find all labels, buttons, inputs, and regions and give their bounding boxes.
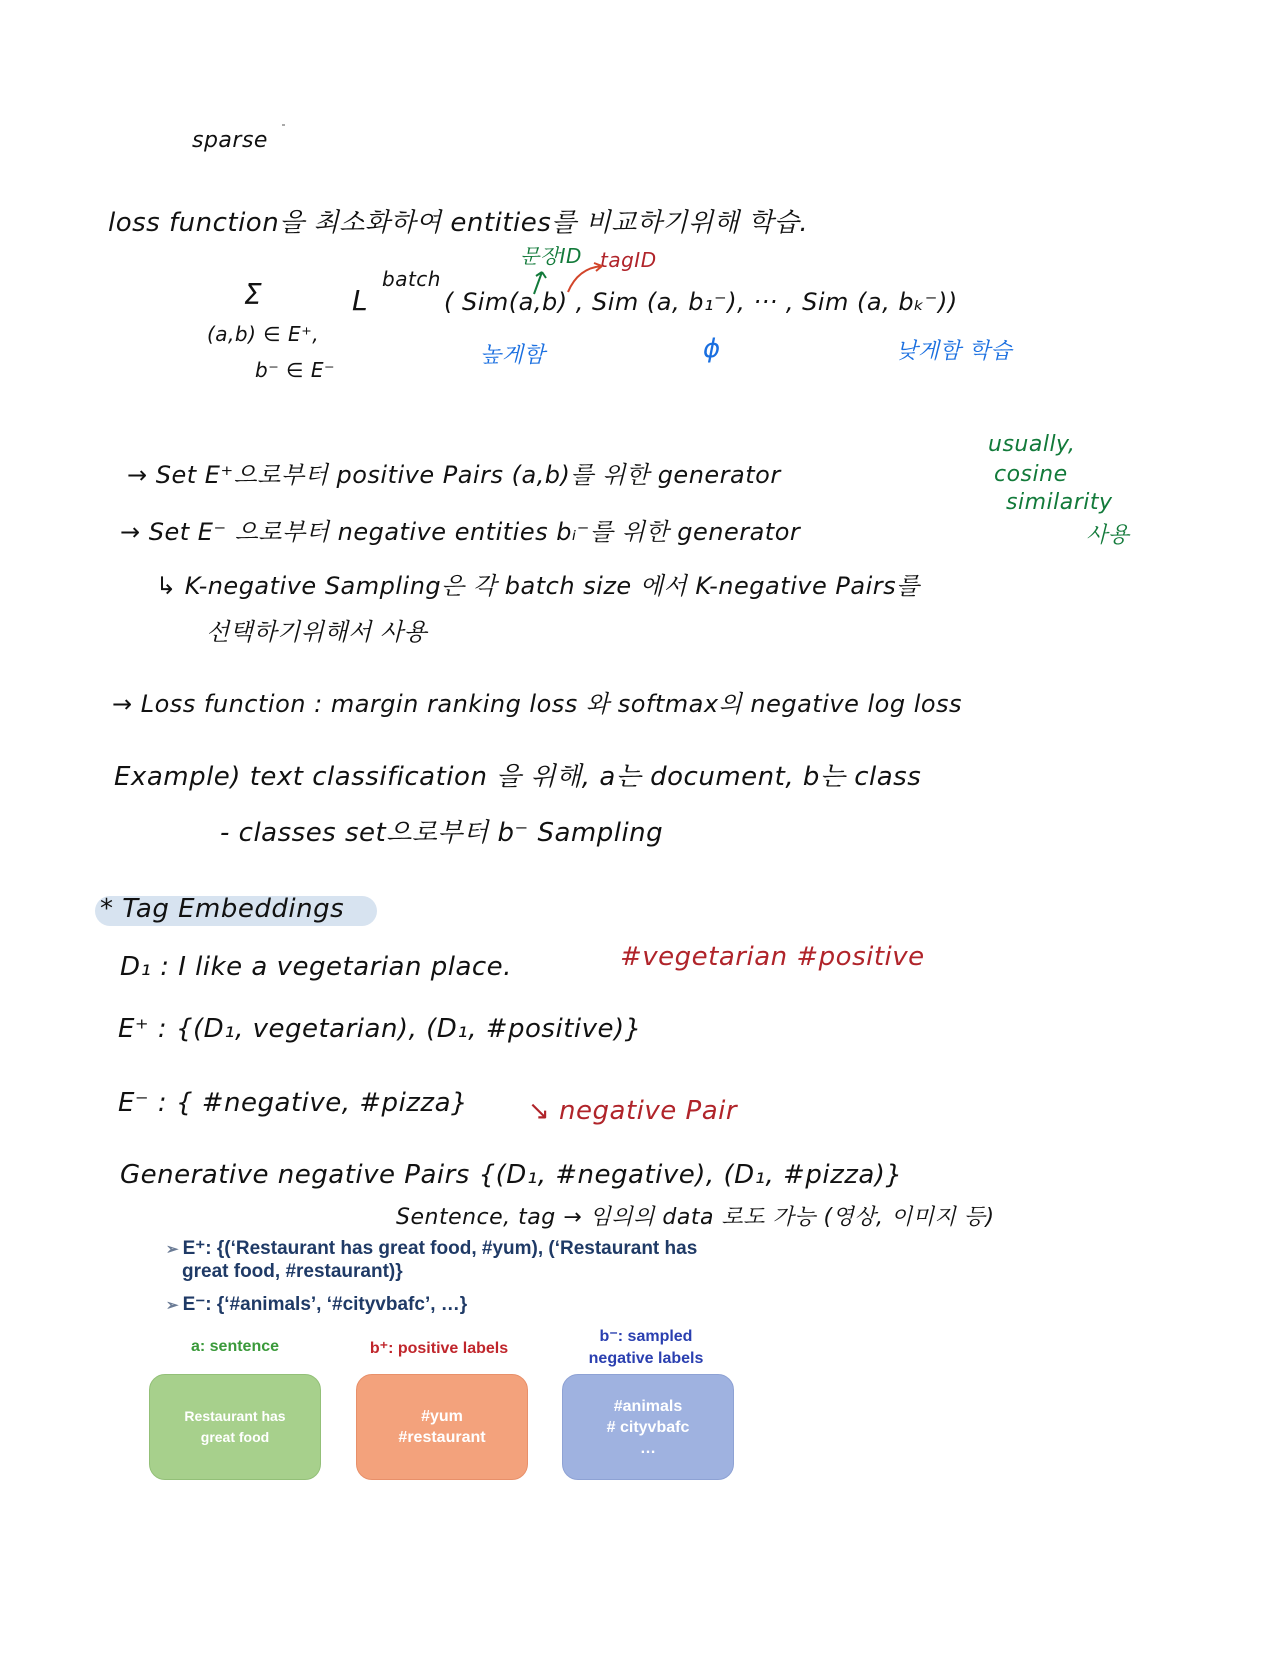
note-loss-function: → Loss function : margin ranking loss 와 softmax의 negative log loss xyxy=(112,690,963,718)
sum-symbol: Σ xyxy=(244,278,263,311)
tag-embeddings-heading: * Tag Embeddings xyxy=(100,894,345,924)
box-sentence-line-2: great food xyxy=(200,1429,270,1445)
box-positive-line-2: #restaurant xyxy=(398,1429,486,1446)
note-example-2: - classes set으로부터 b⁻ Sampling xyxy=(220,818,664,848)
side-note-cosine: cosine xyxy=(994,462,1068,487)
annotation-low: 낮게함 학습 xyxy=(896,339,1013,364)
loss-batch-superscript: batch xyxy=(382,267,441,291)
note-e-plus: E⁺ : {(D₁, vegetarian), (D₁, #positive)} xyxy=(118,1014,642,1044)
note-sentence-tag: Sentence, tag → 임의의 data 로도 가능 (영상, 이미지 등) xyxy=(396,1205,995,1230)
note-example-1: Example) text classification 을 위해, a는 document, b는 class xyxy=(114,762,922,792)
slide-e-plus-line-1 xyxy=(166,1237,697,1260)
bullet-arrow-icon: ➢ xyxy=(166,1297,179,1314)
box-positive-labels xyxy=(356,1374,528,1480)
sum-subscript-2: b⁻ ∈ E⁻ xyxy=(255,358,336,382)
annotation-phi: ϕ xyxy=(703,334,721,364)
loss-L: L xyxy=(352,284,369,317)
box-sentence-line-1: Restaurant has xyxy=(184,1408,286,1424)
note-generator-positive: → Set E⁺으로부터 positive Pairs (a,b)를 위한 generator xyxy=(127,461,781,489)
note-k-negative-2: 선택하기위해서 사용 xyxy=(206,618,428,646)
slide-e-minus xyxy=(166,1293,467,1316)
label-b-minus xyxy=(556,1326,736,1370)
box-negative-line-3: … xyxy=(640,1439,656,1457)
side-note-similarity: similarity xyxy=(1006,490,1113,515)
note-generative-negative-pairs: Generative negative Pairs {(D₁, #negative), (D₁, #pizza)} xyxy=(120,1160,903,1190)
box-negative-line-2: # cityvbafc xyxy=(606,1418,690,1436)
slide-e-minus-text: E⁻: {‘#animals’, ‘#cityvbafc’, …} xyxy=(182,1294,468,1315)
note-loss-line: loss function을 최소화하여 entities를 비교하기위해 학습. xyxy=(108,208,809,238)
annotation-sentence-id: 문장ID xyxy=(520,244,582,268)
note-k-negative-1: ↳ K-negative Sampling은 각 batch size 에서 K-negative Pairs를 xyxy=(156,572,920,600)
note-sparse: sparse xyxy=(192,128,268,153)
slide-e-plus-line-2: great food, #restaurant)} xyxy=(182,1261,403,1282)
note-d1: D₁ : I like a vegetarian place. xyxy=(120,952,512,982)
slide-e-plus-text-1: E⁺: {(‘Restaurant has great food, #yum), (‘Restaurant has xyxy=(182,1238,698,1259)
annotation-tag-id: tagID xyxy=(600,248,657,272)
label-a-sentence: a: sentence xyxy=(190,1338,280,1355)
side-note-sayong: 사용 xyxy=(1086,523,1130,548)
note-d1-tags: #vegetarian #positive xyxy=(620,942,925,972)
note-generator-negative: → Set E⁻ 으로부터 negative entities bᵢ⁻를 위한 generator xyxy=(120,518,801,546)
note-negative-pair: ↘ negative Pair xyxy=(528,1096,738,1126)
box-sentence xyxy=(149,1374,321,1480)
note-e-minus: E⁻ : { #negative, #pizza} xyxy=(118,1088,469,1118)
annotation-high: 높게함 xyxy=(480,343,546,368)
label-b-minus-line-2: negative labels xyxy=(588,1350,704,1367)
label-b-plus: b⁺: positive labels xyxy=(369,1340,509,1357)
stray-mark xyxy=(282,124,285,126)
side-note-usually: usually, xyxy=(988,432,1076,457)
bullet-arrow-icon: ➢ xyxy=(166,1241,179,1258)
label-b-minus-line-1: b⁻: sampled xyxy=(599,1328,693,1345)
box-positive-line-1: #yum xyxy=(421,1408,463,1425)
sum-subscript-1: (a,b) ∈ E⁺, xyxy=(207,322,320,346)
box-negative-line-1: #animals xyxy=(613,1397,683,1415)
loss-formula: ( Sim(a,b) , Sim (a, b₁⁻), ··· , Sim (a, bₖ⁻)) xyxy=(444,288,958,316)
box-negative-labels xyxy=(562,1374,734,1480)
